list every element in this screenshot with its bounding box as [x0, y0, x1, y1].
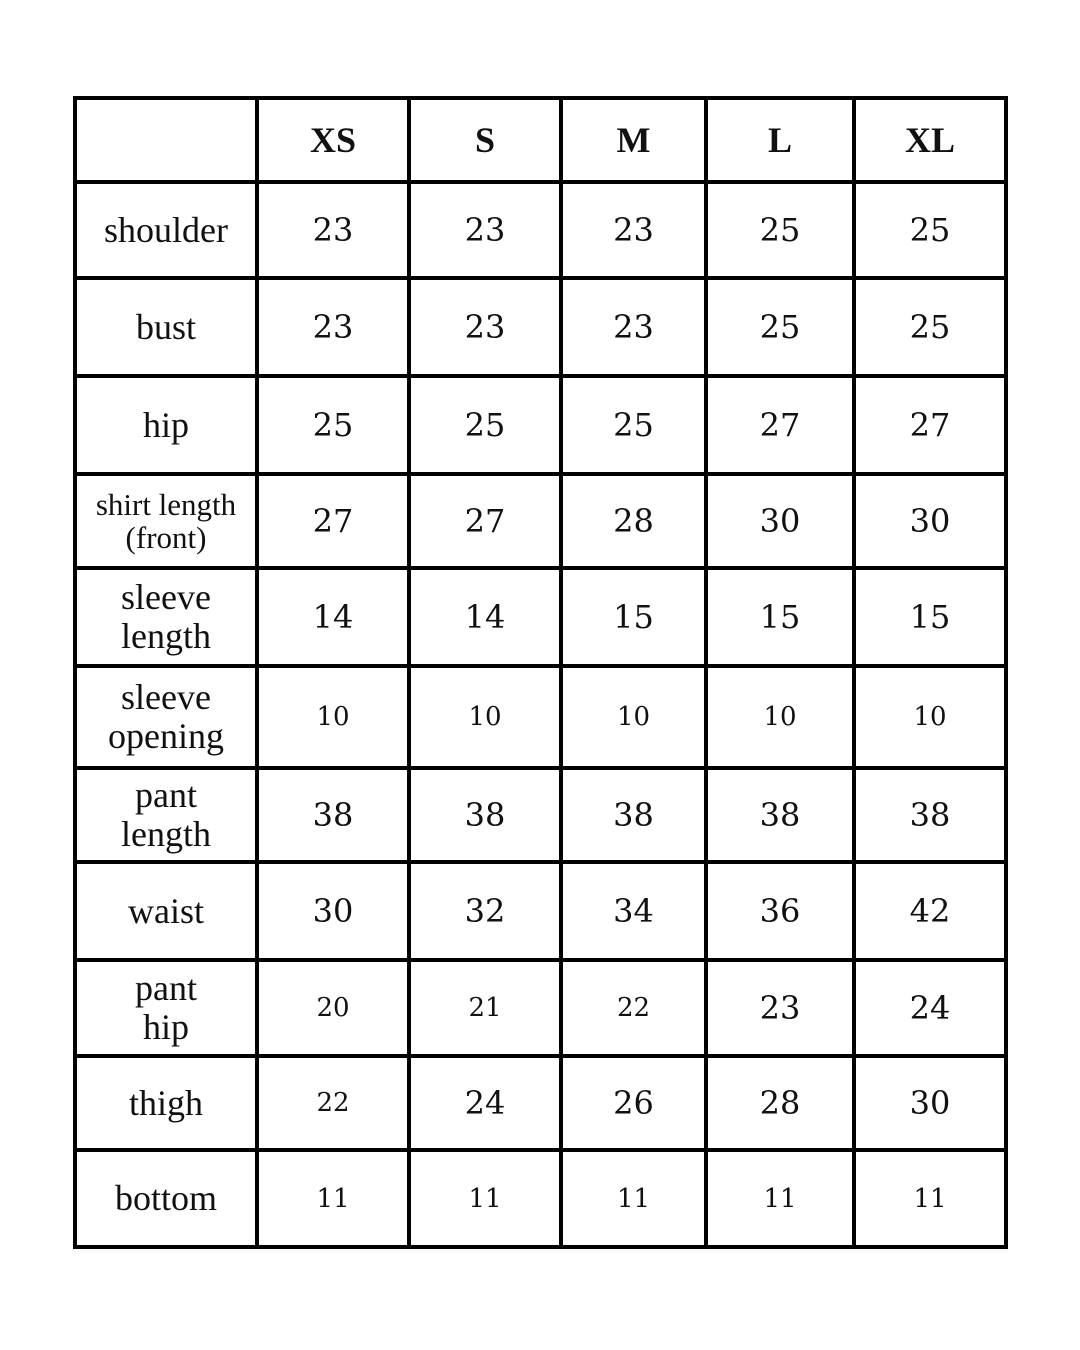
- cell-shoulder-l: 25: [706, 182, 854, 278]
- cell-pant-length-l: 38: [706, 768, 854, 862]
- cell-shoulder-xs: 23: [257, 182, 409, 278]
- cell-pant-hip-m: 22: [561, 960, 706, 1056]
- size-header-xl: XL: [854, 98, 1006, 182]
- cell-hip-s: 25: [409, 376, 561, 474]
- table-row-hip: [75, 376, 1006, 474]
- size-header-m: M: [561, 98, 706, 182]
- cell-pant-length-s: 38: [409, 768, 561, 862]
- cell-sleeve-length-xl: 15: [854, 568, 1006, 666]
- cell-shoulder-s: 23: [409, 182, 561, 278]
- cell-thigh-s: 24: [409, 1056, 561, 1150]
- cell-sleeve-opening-xl: 10: [854, 666, 1006, 768]
- table-row-bust: [75, 278, 1006, 376]
- row-label-line: length: [121, 616, 211, 656]
- table-row-bottom: [75, 1150, 1006, 1247]
- size-chart-table: [73, 96, 1008, 1249]
- row-label-bust: bust: [75, 278, 257, 376]
- cell-shirt-length-l: 30: [706, 474, 854, 568]
- cell-sleeve-opening-l: 10: [706, 666, 854, 768]
- cell-shirt-length-xl: 30: [854, 474, 1006, 568]
- row-label-line: (front): [125, 520, 207, 555]
- row-label-sleeve-length: [75, 568, 257, 666]
- cell-thigh-l: 28: [706, 1056, 854, 1150]
- cell-thigh-xs: 22: [257, 1056, 409, 1150]
- row-label-pant-length: [75, 768, 257, 862]
- cell-thigh-xl: 30: [854, 1056, 1006, 1150]
- row-label-line: shirt length: [95, 486, 237, 522]
- cell-waist-m: 34: [561, 862, 706, 960]
- cell-bust-s: 23: [409, 278, 561, 376]
- row-label-line: sleeve: [121, 577, 211, 618]
- cell-pant-length-m: 38: [561, 768, 706, 862]
- table-row-sleeve-opening: [75, 666, 1006, 768]
- cell-bust-xs: 23: [257, 278, 409, 376]
- row-label-line: opening: [108, 716, 224, 756]
- cell-pant-hip-xs: 20: [257, 960, 409, 1056]
- table-row-pant-length: [75, 768, 1006, 862]
- cell-pant-hip-l: 23: [706, 960, 854, 1056]
- cell-shirt-length-xs: 27: [257, 474, 409, 568]
- cell-thigh-m: 26: [561, 1056, 706, 1150]
- row-label-line: pant: [135, 775, 197, 816]
- table-row-shirt-length: [75, 474, 1006, 568]
- cell-sleeve-length-xs: 14: [257, 568, 409, 666]
- row-label-line: hip: [142, 1007, 189, 1047]
- cell-pant-length-xs: 38: [257, 768, 409, 862]
- row-label-shoulder: shoulder: [75, 182, 257, 278]
- cell-shirt-length-m: 28: [561, 474, 706, 568]
- cell-sleeve-length-l: 15: [706, 568, 854, 666]
- cell-sleeve-length-s: 14: [409, 568, 561, 666]
- cell-hip-xl: 27: [854, 376, 1006, 474]
- cell-waist-xl: 42: [854, 862, 1006, 960]
- cell-bottom-m: 11: [561, 1150, 706, 1247]
- cell-shoulder-m: 23: [561, 182, 706, 278]
- size-header-s: S: [409, 98, 561, 182]
- row-label-bottom: bottom: [75, 1150, 257, 1247]
- row-label-hip: hip: [75, 376, 257, 474]
- row-label-thigh: thigh: [75, 1056, 257, 1150]
- cell-pant-length-xl: 38: [854, 768, 1006, 862]
- cell-waist-xs: 30: [257, 862, 409, 960]
- cell-sleeve-length-m: 15: [561, 568, 706, 666]
- cell-hip-m: 25: [561, 376, 706, 474]
- table-row-pant-hip: [75, 960, 1006, 1056]
- row-label-line: pant: [135, 968, 197, 1009]
- row-label-shirt-length: [75, 474, 257, 568]
- table-row-shoulder: [75, 182, 1006, 278]
- corner-cell: [75, 98, 257, 182]
- cell-shoulder-xl: 25: [854, 182, 1006, 278]
- row-label-line: length: [121, 814, 211, 854]
- cell-bottom-xl: 11: [854, 1150, 1006, 1247]
- cell-pant-hip-s: 21: [409, 960, 561, 1056]
- row-label-line: sleeve: [121, 677, 211, 718]
- cell-sleeve-opening-s: 10: [409, 666, 561, 768]
- cell-sleeve-opening-xs: 10: [257, 666, 409, 768]
- cell-bottom-xs: 11: [257, 1150, 409, 1247]
- size-header-l: L: [706, 98, 854, 182]
- row-label-pant-hip: [75, 960, 257, 1056]
- cell-hip-l: 27: [706, 376, 854, 474]
- row-label-sleeve-opening: [75, 666, 257, 768]
- row-label-waist: waist: [75, 862, 257, 960]
- cell-bust-xl: 25: [854, 278, 1006, 376]
- table-row-waist: [75, 862, 1006, 960]
- cell-waist-l: 36: [706, 862, 854, 960]
- cell-pant-hip-xl: 24: [854, 960, 1006, 1056]
- table-row-sleeve-length: [75, 568, 1006, 666]
- cell-bottom-l: 11: [706, 1150, 854, 1247]
- cell-hip-xs: 25: [257, 376, 409, 474]
- cell-bust-l: 25: [706, 278, 854, 376]
- cell-waist-s: 32: [409, 862, 561, 960]
- cell-bottom-s: 11: [409, 1150, 561, 1247]
- table-row-thigh: [75, 1056, 1006, 1150]
- size-header-xs: XS: [257, 98, 409, 182]
- cell-sleeve-opening-m: 10: [561, 666, 706, 768]
- header-row: [75, 98, 1006, 182]
- cell-shirt-length-s: 27: [409, 474, 561, 568]
- cell-bust-m: 23: [561, 278, 706, 376]
